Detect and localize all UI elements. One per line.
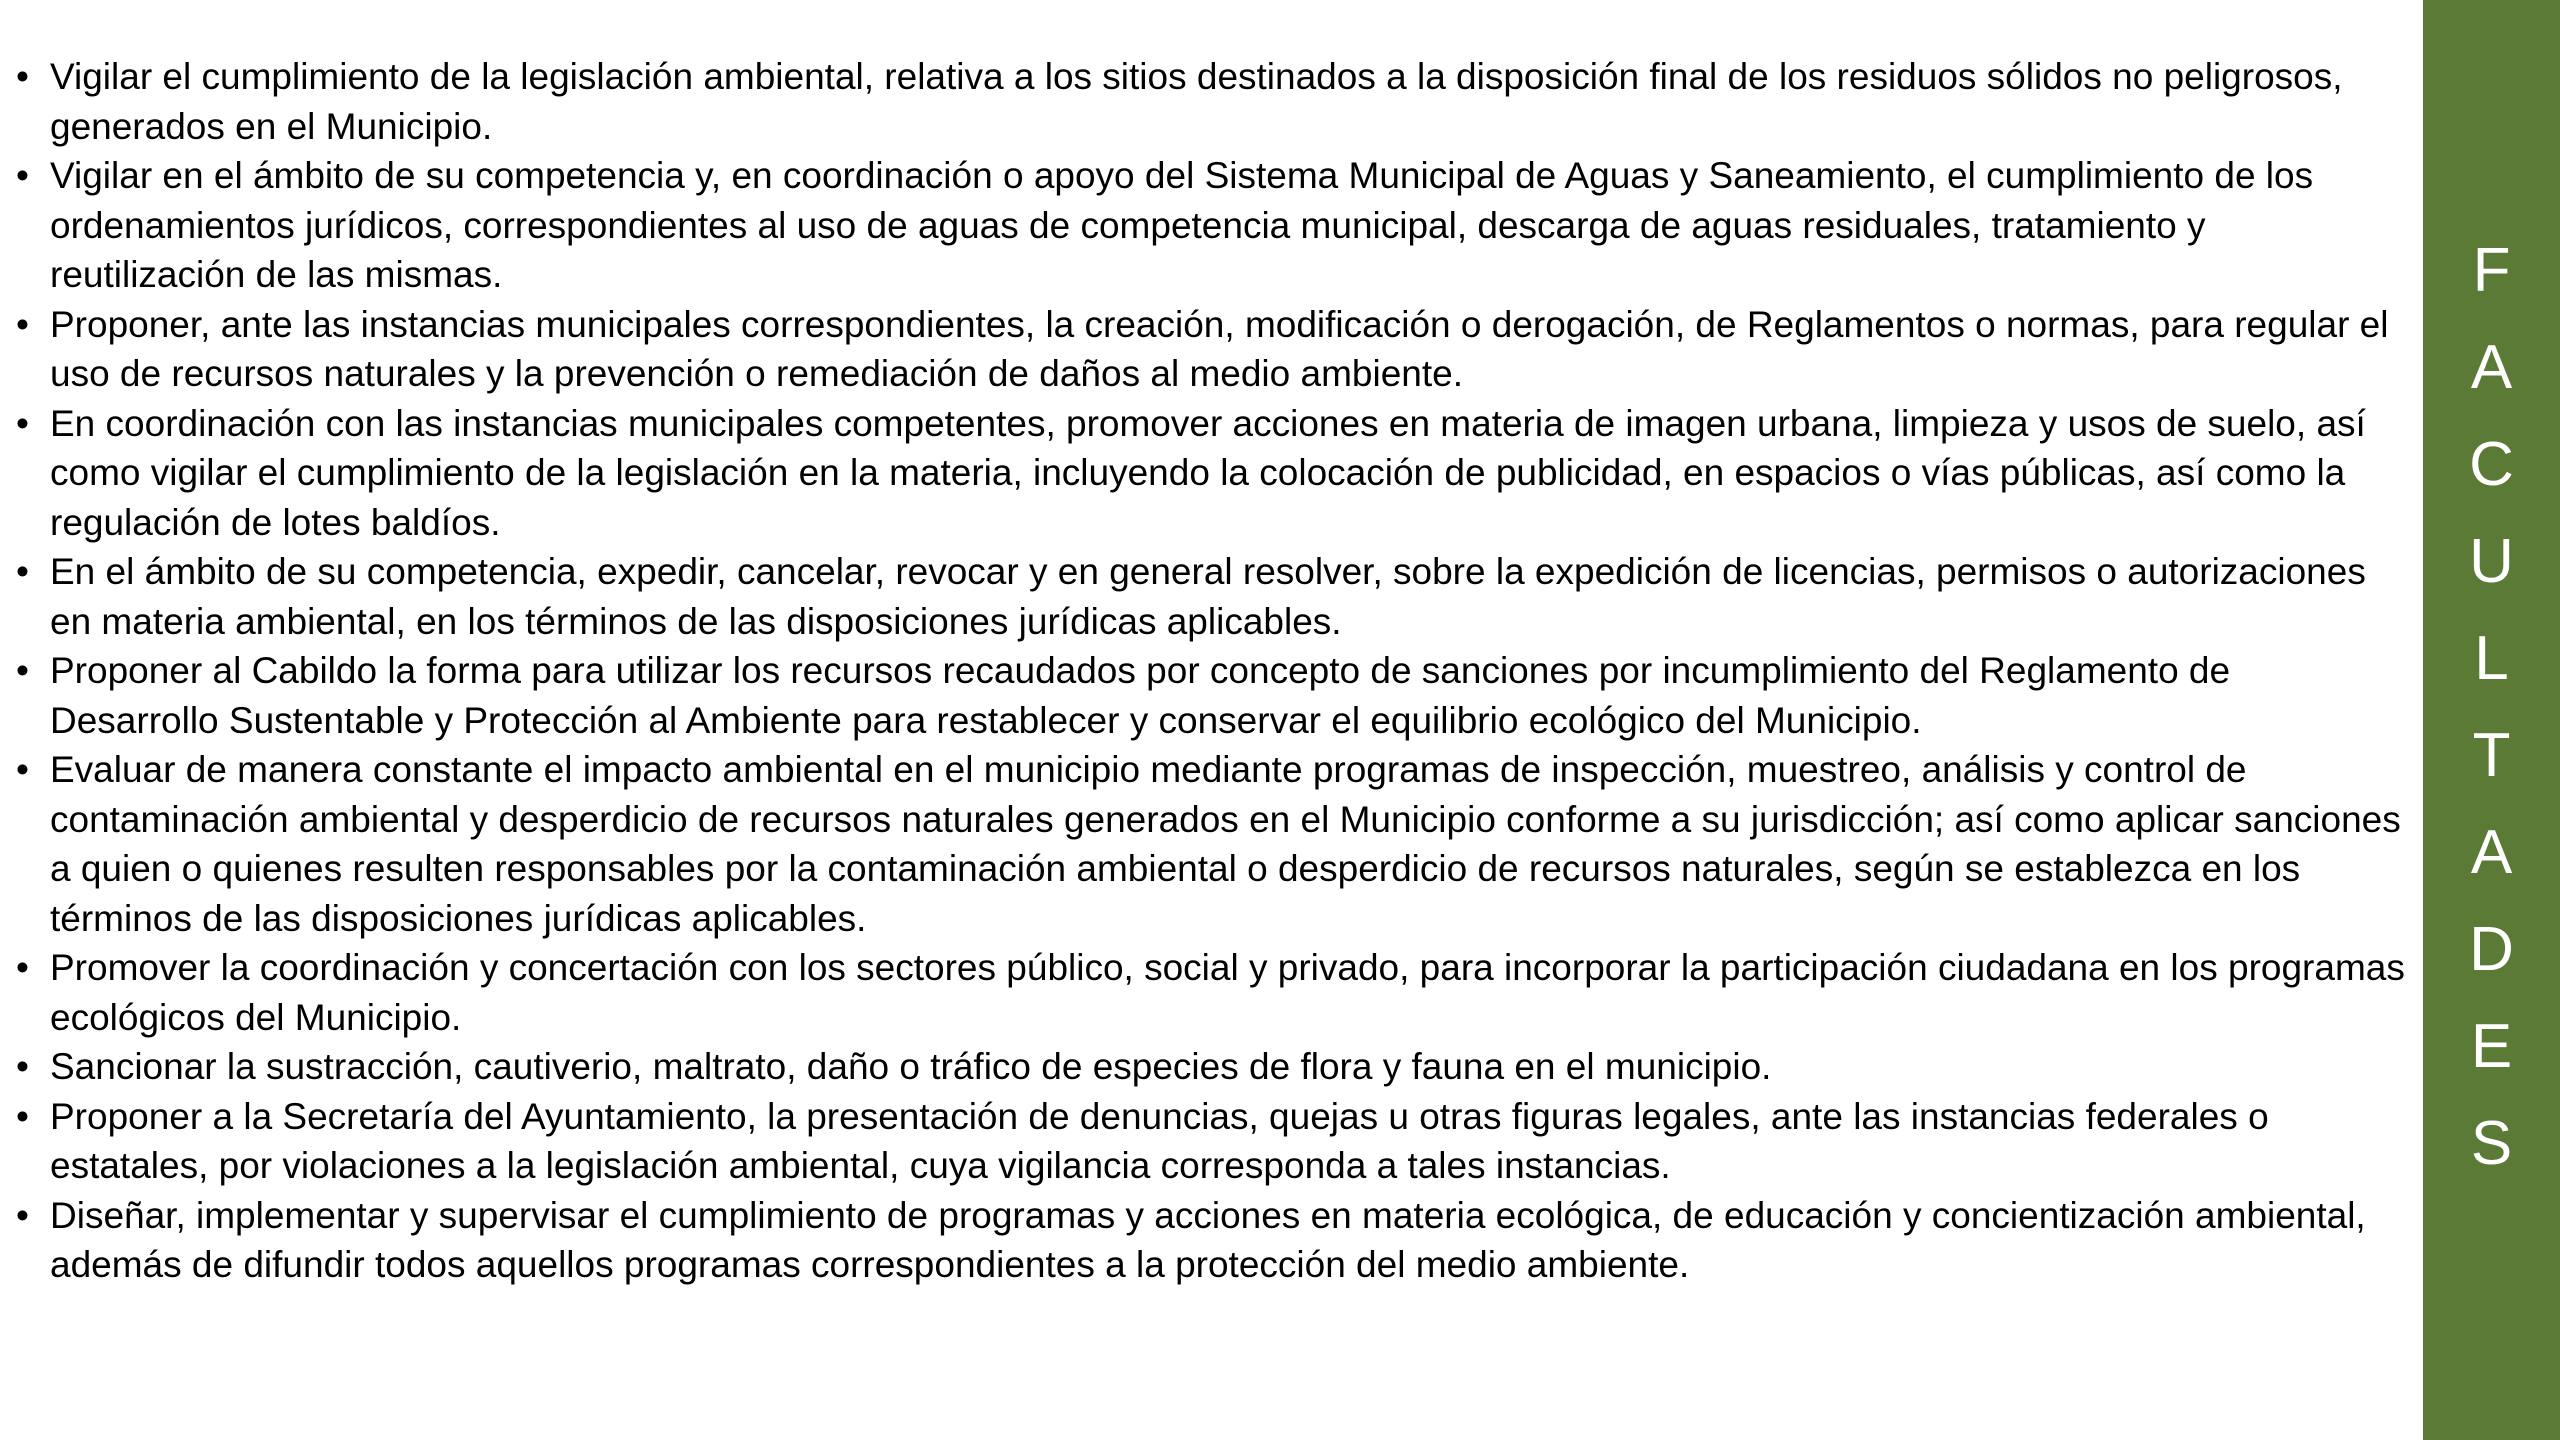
- list-item: [16, 1042, 2406, 1092]
- list-item: [16, 151, 2406, 300]
- bullet-icon: •: [16, 402, 29, 444]
- list-item-text: En coordinación con las instancias municipales competentes, promover acciones en materia de imagen urbana, limpieza y usos de suelo, así como vigilar el cumplimiento de la legislación en la materia, incluyendo la colocación de publicidad, en espacios o vías públicas, así como la regulación de lotes baldíos.: [50, 402, 2366, 543]
- bullet-icon: •: [16, 749, 29, 790]
- vertical-title: [2423, 222, 2560, 1192]
- list-item: [16, 1092, 2406, 1191]
- bullet-icon: •: [16, 56, 29, 97]
- title-letter: F: [2472, 236, 2511, 305]
- bullet-icon: •: [16, 1194, 29, 1236]
- title-letter: S: [2470, 1109, 2513, 1178]
- title-letter: U: [2469, 527, 2514, 596]
- list-item-text: Sancionar la sustracción, cautiverio, maltrato, daño o tráfico de especies de flora y fauna en el municipio.: [50, 1046, 1772, 1087]
- bullet-icon: •: [16, 1046, 29, 1087]
- list-item: [16, 646, 2406, 745]
- bullet-icon: •: [16, 650, 29, 691]
- list-item: [16, 52, 2406, 151]
- title-letter: T: [2472, 721, 2511, 790]
- list-item: [16, 399, 2406, 548]
- list-item-text: Vigilar el cumplimiento de la legislación ambiental, relativa a los sitios destinados a la disposición final de los residuos sólidos no peligrosos, generados en el Municipio.: [50, 56, 2343, 147]
- list-item-text: Proponer al Cabildo la forma para utilizar los recursos recaudados por concepto de sanciones por incumplimiento del Reglamento de Desarrollo Sustentable y Protección al Ambiente para restablecer y conservar el equilibrio ecológico del Municipio.: [50, 650, 2231, 741]
- bullet-icon: •: [16, 303, 29, 345]
- list-item-text: Vigilar en el ámbito de su competencia y, en coordinación o apoyo del Sistema Municipal de Aguas y Saneamiento, el cumplimiento de los ordenamientos jurídicos, correspondientes al uso de aguas de competencia municipal, descarga de aguas residuales, tratamiento y reutilización de las mismas.: [50, 155, 2314, 295]
- title-letter: D: [2469, 915, 2514, 984]
- title-letter: L: [2474, 624, 2509, 693]
- list-item-text: Proponer, ante las instancias municipales correspondientes, la creación, modificación o derogación, de Reglamentos o normas, para regular el uso de recursos naturales y la prevención o remediación de daños al medio ambiente.: [50, 303, 2389, 394]
- list-item-text: Proponer a la Secretaría del Ayuntamiento, la presentación de denuncias, quejas u otras figuras legales, ante las instancias federales o estatales, por violaciones a la legislación ambiental, cuya vigilancia corresponda a tales instancias.: [50, 1095, 2269, 1186]
- title-letter: A: [2470, 333, 2513, 402]
- list-item: [16, 943, 2406, 1042]
- list-item-text: En el ámbito de su competencia, expedir, cancelar, revocar y en general resolver, sobre la expedición de licencias, permisos o autorizaciones en materia ambiental, en los términos de las disposiciones jurídicas aplicables.: [50, 551, 2366, 642]
- list-item: [16, 547, 2406, 646]
- list-item-text: Diseñar, implementar y supervisar el cumplimiento de programas y acciones en materia ecológica, de educación y concientización ambiental, además de difundir todos aquellos programas correspondientes a la protección del medio ambiente.: [50, 1194, 2366, 1285]
- faculties-list: [16, 52, 2406, 1290]
- bullet-icon: •: [16, 947, 29, 988]
- bullet-icon: •: [16, 155, 29, 196]
- bullet-icon: •: [16, 551, 29, 592]
- title-sidebar: [2423, 0, 2560, 1440]
- title-letter: C: [2469, 430, 2514, 499]
- title-letter: A: [2470, 818, 2513, 887]
- list-item-text: Evaluar de manera constante el impacto ambiental en el municipio mediante programas de inspección, muestreo, análisis y control de contaminación ambiental y desperdicio de recursos naturales generados en el Municipio conforme a su jurisdicción; así como aplicar sanciones a quien o quienes resulten responsables por la contaminación ambiental o desperdicio de recursos naturales, según se establezca en los términos de las disposiciones jurídicas aplicables.: [50, 749, 2401, 939]
- list-item: [16, 1191, 2406, 1290]
- list-item: [16, 745, 2406, 943]
- list-item: [16, 300, 2406, 399]
- list-item-text: Promover la coordinación y concertación con los sectores público, social y privado, para incorporar la participación ciudadana en los programas ecológicos del Municipio.: [50, 947, 2405, 1038]
- title-letter: E: [2470, 1012, 2513, 1081]
- bullet-icon: •: [16, 1095, 29, 1137]
- content-area: [16, 52, 2406, 1290]
